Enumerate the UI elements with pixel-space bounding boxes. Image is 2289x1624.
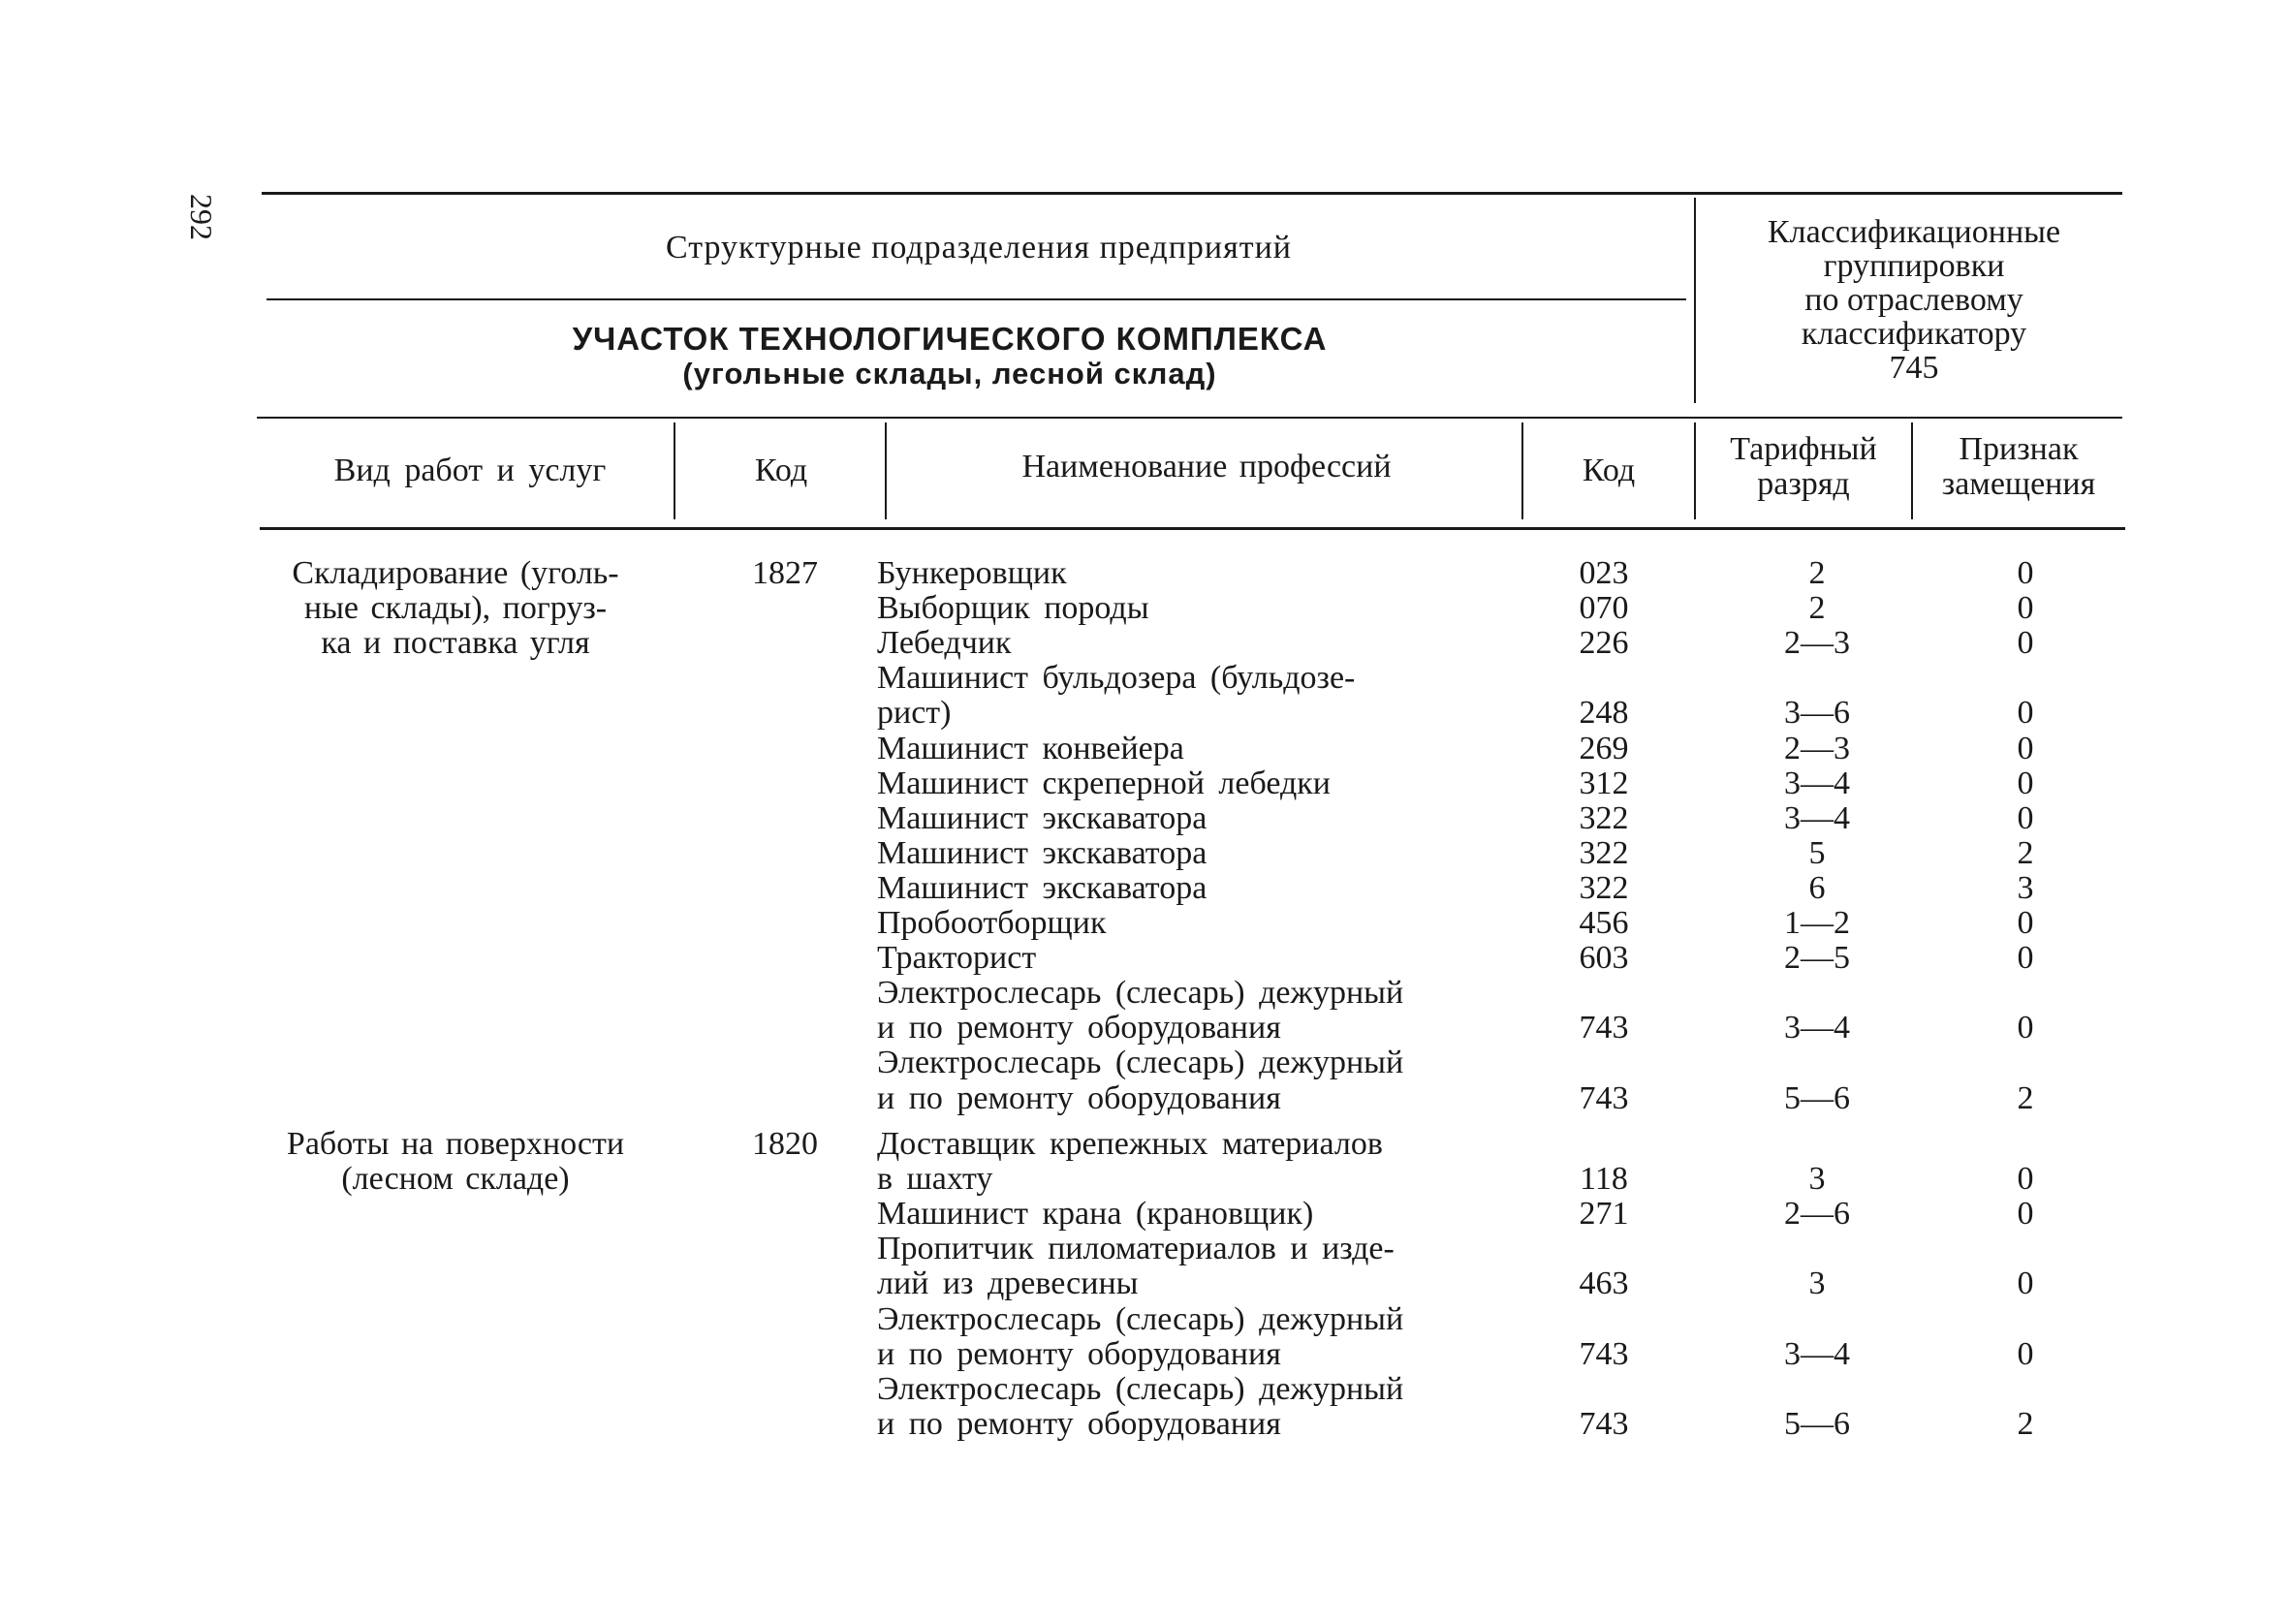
profession-name: Машинист крана (крановщик) bbox=[877, 1196, 1314, 1233]
substitution-flag: 0 bbox=[2017, 765, 2034, 801]
substitution-flag: 0 bbox=[2017, 730, 2034, 766]
substitution-flag: 3 bbox=[2017, 869, 2034, 906]
header-divider-rule bbox=[267, 298, 1686, 300]
tariff-grade: 2—5 bbox=[1784, 940, 1850, 977]
profession-code: 463 bbox=[1579, 1265, 1629, 1302]
section-subtitle: (угольные склады, лесной склад) bbox=[682, 357, 1217, 390]
section-title: УЧАСТОК ТЕХНОЛОГИЧЕСКОГО КОМПЛЕКСА bbox=[572, 321, 1328, 357]
substitution-flag: 2 bbox=[2017, 834, 2034, 871]
classification-line: по отраслевому bbox=[1804, 282, 2023, 318]
profession-code: 743 bbox=[1579, 1335, 1629, 1372]
col-rule-5 bbox=[1911, 422, 1913, 519]
profession-code: 322 bbox=[1579, 834, 1629, 871]
group-code: 1827 bbox=[752, 555, 818, 591]
profession-name: Электрослесарь (слесарь) дежурный bbox=[877, 1300, 1404, 1337]
profession-name: Пробоотборщик bbox=[877, 905, 1107, 941]
classification-line: Классификационные bbox=[1767, 214, 2061, 250]
profession-code: 322 bbox=[1579, 869, 1629, 906]
profession-name: Пропитчик пиломатериалов и изде- bbox=[877, 1231, 1395, 1267]
col-rule-4 bbox=[1694, 422, 1696, 519]
profession-name: Выборщик породы bbox=[877, 590, 1149, 627]
tariff-grade: 5—6 bbox=[1784, 1079, 1850, 1116]
profession-name: Машинист экскаватора bbox=[877, 834, 1207, 871]
profession-code: 023 bbox=[1579, 555, 1629, 591]
substitution-flag: 0 bbox=[2017, 1161, 2034, 1198]
substitution-flag: 2 bbox=[2017, 1405, 2034, 1442]
classification-line: 745 bbox=[1889, 350, 1939, 386]
profession-name: Электрослесарь (слесарь) дежурный bbox=[877, 1370, 1404, 1407]
tariff-grade: 5 bbox=[1808, 834, 1826, 871]
substitution-flag: 0 bbox=[2017, 625, 2034, 662]
tariff-grade: 1—2 bbox=[1784, 905, 1850, 941]
profession-name: Машинист экскаватора bbox=[877, 869, 1207, 906]
tariff-grade: 5—6 bbox=[1784, 1405, 1850, 1442]
group-code: 1820 bbox=[752, 1126, 818, 1162]
substitution-flag: 0 bbox=[2017, 1335, 2034, 1372]
profession-name: Доставщик крепежных материалов bbox=[877, 1126, 1383, 1162]
profession-name: Электрослесарь (слесарь) дежурный bbox=[877, 1045, 1404, 1081]
profession-name: Бункеровщик bbox=[877, 555, 1067, 591]
work-type-line: Работы на поверхности bbox=[286, 1126, 625, 1162]
profession-code: 743 bbox=[1579, 1010, 1629, 1046]
profession-code: 118 bbox=[1580, 1161, 1628, 1198]
profession-name: Машинист конвейера bbox=[877, 730, 1184, 766]
substitution-flag: 0 bbox=[2017, 799, 2034, 836]
profession-code: 743 bbox=[1579, 1405, 1629, 1442]
profession-name: лий из древесины bbox=[877, 1265, 1139, 1302]
profession-name: Лебедчик bbox=[877, 625, 1012, 662]
tariff-grade: 3 bbox=[1808, 1265, 1826, 1302]
substitution-flag: 0 bbox=[2017, 940, 2034, 977]
col-header-profession-code: Код bbox=[1582, 453, 1636, 488]
tariff-grade: 3—4 bbox=[1784, 1010, 1850, 1046]
page-number: 292 bbox=[184, 194, 219, 240]
profession-code: 456 bbox=[1579, 905, 1629, 941]
profession-code: 743 bbox=[1579, 1079, 1629, 1116]
col-rule-1 bbox=[674, 422, 675, 519]
substitution-flag: 0 bbox=[2017, 1196, 2034, 1233]
tariff-grade: 3 bbox=[1808, 1161, 1826, 1198]
classification-header bbox=[1706, 215, 2122, 385]
column-header-bottom-rule bbox=[260, 527, 2125, 530]
col-header-code: Код bbox=[754, 453, 808, 488]
profession-name: Машинист скреперной лебедки bbox=[877, 765, 1331, 801]
profession-name: Электрослесарь (слесарь) дежурный bbox=[877, 975, 1404, 1012]
profession-name: и по ремонту оборудования bbox=[877, 1405, 1281, 1442]
col-header-tariff-line: Тарифный bbox=[1730, 431, 1877, 467]
tariff-grade: 3—4 bbox=[1784, 1335, 1850, 1372]
tariff-grade: 3—4 bbox=[1784, 799, 1850, 836]
profession-name: и по ремонту оборудования bbox=[877, 1335, 1281, 1372]
tariff-grade: 2 bbox=[1808, 555, 1826, 591]
profession-name: и по ремонту оборудования bbox=[877, 1079, 1281, 1116]
substitution-flag: 0 bbox=[2017, 1010, 2034, 1046]
tariff-grade: 2—3 bbox=[1784, 730, 1850, 766]
col-rule-2 bbox=[885, 422, 887, 519]
col-header-tariff bbox=[1698, 432, 1909, 502]
substitution-flag: 0 bbox=[2017, 695, 2034, 732]
col-rule-3 bbox=[1521, 422, 1523, 519]
col-header-substitution-line: замещения bbox=[1941, 466, 2096, 502]
work-type-line: (лесном складе) bbox=[341, 1161, 570, 1198]
substitution-flag: 0 bbox=[2017, 555, 2034, 591]
substitution-flag: 0 bbox=[2017, 1265, 2034, 1302]
profession-code: 269 bbox=[1579, 730, 1629, 766]
profession-name: Машинист бульдозера (бульдозе- bbox=[877, 660, 1356, 697]
work-type-line: ные склады), погруз- bbox=[303, 590, 608, 627]
substitution-flag: 0 bbox=[2017, 590, 2034, 627]
profession-name: Тракторист bbox=[877, 940, 1037, 977]
col-header-tariff-line: разряд bbox=[1757, 466, 1850, 502]
profession-code: 603 bbox=[1579, 940, 1629, 977]
classification-line: группировки bbox=[1823, 248, 2005, 284]
header-vertical-rule bbox=[1694, 198, 1696, 403]
column-header-top-rule bbox=[257, 417, 2122, 419]
tariff-grade: 2 bbox=[1808, 590, 1826, 627]
profession-code: 271 bbox=[1579, 1196, 1629, 1233]
col-header-substitution bbox=[1915, 432, 2122, 502]
tariff-grade: 3—4 bbox=[1784, 765, 1850, 801]
table-top-rule bbox=[262, 192, 2122, 195]
tariff-grade: 2—6 bbox=[1784, 1196, 1850, 1233]
structural-units-label: Структурные подразделения предприятий bbox=[666, 230, 1292, 265]
profession-name: в шахту bbox=[877, 1161, 993, 1198]
profession-name: рист) bbox=[877, 695, 952, 732]
work-type-line: Складирование (уголь- bbox=[292, 555, 619, 591]
tariff-grade: 6 bbox=[1808, 869, 1826, 906]
classification-line: классификатору bbox=[1801, 316, 2027, 352]
profession-name: и по ремонту оборудования bbox=[877, 1010, 1281, 1046]
col-header-profession-name: Наименование профессий bbox=[1021, 449, 1392, 484]
profession-code: 248 bbox=[1579, 695, 1629, 732]
profession-code: 226 bbox=[1579, 625, 1629, 662]
col-header-substitution-line: Признак bbox=[1959, 431, 2079, 467]
tariff-grade: 3—6 bbox=[1784, 695, 1850, 732]
profession-code: 070 bbox=[1579, 590, 1629, 627]
tariff-grade: 2—3 bbox=[1784, 625, 1850, 662]
profession-name: Машинист экскаватора bbox=[877, 799, 1207, 836]
substitution-flag: 0 bbox=[2017, 905, 2034, 941]
profession-code: 312 bbox=[1579, 765, 1629, 801]
substitution-flag: 2 bbox=[2017, 1079, 2034, 1116]
col-header-work-type: Вид работ и услуг bbox=[333, 453, 607, 488]
profession-code: 322 bbox=[1579, 799, 1629, 836]
work-type-line: ка и поставка угля bbox=[321, 625, 590, 662]
